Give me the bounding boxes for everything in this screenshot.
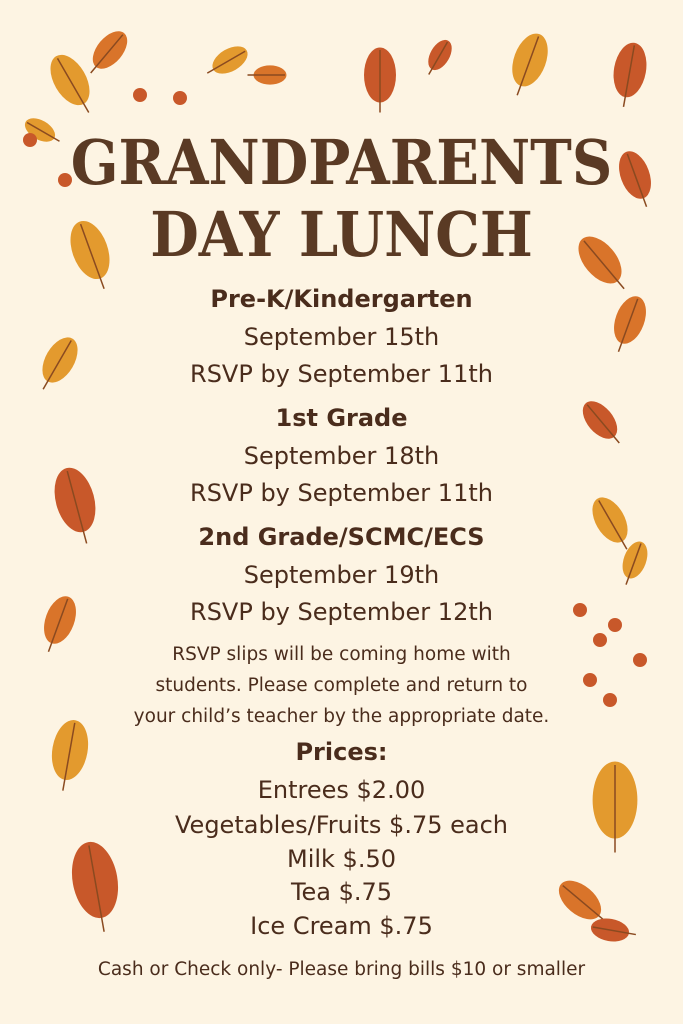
section-rsvp: RSVP by September 12th [190, 598, 493, 626]
section-rsvp: RSVP by September 11th [190, 360, 493, 388]
berry-icon [173, 91, 187, 105]
autumn-leaf-icon [364, 48, 396, 113]
price-item: Entrees $2.00 [257, 776, 426, 804]
title-line-1: GRANDPARENTS [70, 126, 613, 200]
payment-footer: Cash or Check only- Please bring bills $10 or smaller [97, 959, 586, 980]
autumn-leaf-icon [420, 36, 456, 79]
autumn-leaf-icon [608, 40, 651, 110]
section-heading: 1st Grade [275, 404, 408, 432]
title-line-2: DAY LUNCH [150, 198, 533, 272]
price-item: Milk $.50 [286, 845, 396, 873]
section-rsvp: RSVP by September 11th [190, 479, 493, 507]
note-line: your child’s teacher by the appropriate date. [133, 706, 550, 727]
price-item: Tea $.75 [290, 878, 393, 906]
prices-heading: Prices: [295, 738, 388, 766]
section-date: September 15th [243, 323, 440, 351]
note-line: RSVP slips will be coming home with [172, 644, 511, 665]
section-heading: 2nd Grade/SCMC/ECS [198, 523, 485, 551]
price-item: Ice Cream $.75 [250, 912, 433, 940]
autumn-leaf-icon [81, 25, 134, 81]
price-item: Vegetables/Fruits $.75 each [175, 811, 508, 839]
autumn-leaf-icon [502, 29, 554, 101]
berry-icon [133, 88, 147, 102]
rsvp-note [0, 639, 683, 732]
section-date: September 18th [243, 442, 440, 470]
section-date: September 19th [243, 561, 440, 589]
section-heading: Pre-K/Kindergarten [210, 285, 473, 313]
autumn-leaf-icon [248, 65, 287, 84]
note-line: students. Please complete and return to [155, 675, 528, 696]
autumn-leaf-icon [202, 41, 253, 83]
